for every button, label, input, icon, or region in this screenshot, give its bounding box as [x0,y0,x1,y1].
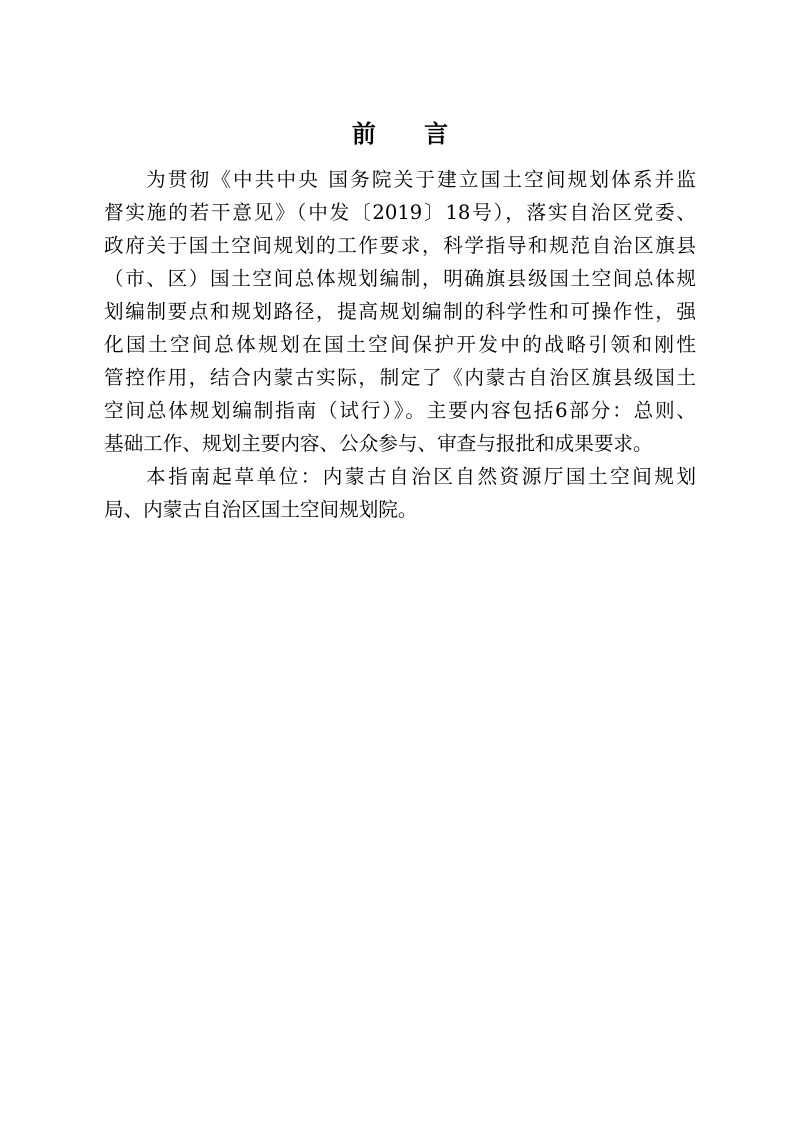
paragraph-line: 督实施的若干意见》（中发〔2019〕18号），落实自治区党委、 [104,201,696,224]
paragraph-2 [104,460,696,526]
paragraph-line: 基础工作、规划主要内容、公众参与、审查与报批和成果要求。 [104,432,653,455]
paragraph-line: 为贯彻《中共中央 国务院关于建立国土空间规划体系并监 [146,168,696,191]
paragraph-line: 划编制要点和规划路径，提高规划编制的科学性和可操作性，强 [104,300,696,323]
page-title: 前 言 [351,119,469,148]
paragraph-line: 本指南起草单位：内蒙古自治区自然资源厅国土空间规划 [146,465,696,488]
paragraph-line: （市、区）国土空间总体规划编制，明确旗县级国土空间总体规 [104,267,696,290]
paragraph-line: 化国土空间总体规划在国土空间保护开发中的战略引领和刚性 [104,333,696,356]
paragraph-line: 管控作用，结合内蒙古实际，制定了《内蒙古自治区旗县级国土 [104,366,696,389]
paragraph-1 [104,163,696,460]
document-body [104,163,696,526]
paragraph-line: 政府关于国土空间规划的工作要求，科学指导和规范自治区旗县 [104,234,696,257]
paragraph-line: 局、内蒙古自治区国土空间规划院。 [104,498,418,521]
paragraph-line: 空间总体规划编制指南（试行）》。主要内容包括6部分：总则、 [104,399,696,422]
